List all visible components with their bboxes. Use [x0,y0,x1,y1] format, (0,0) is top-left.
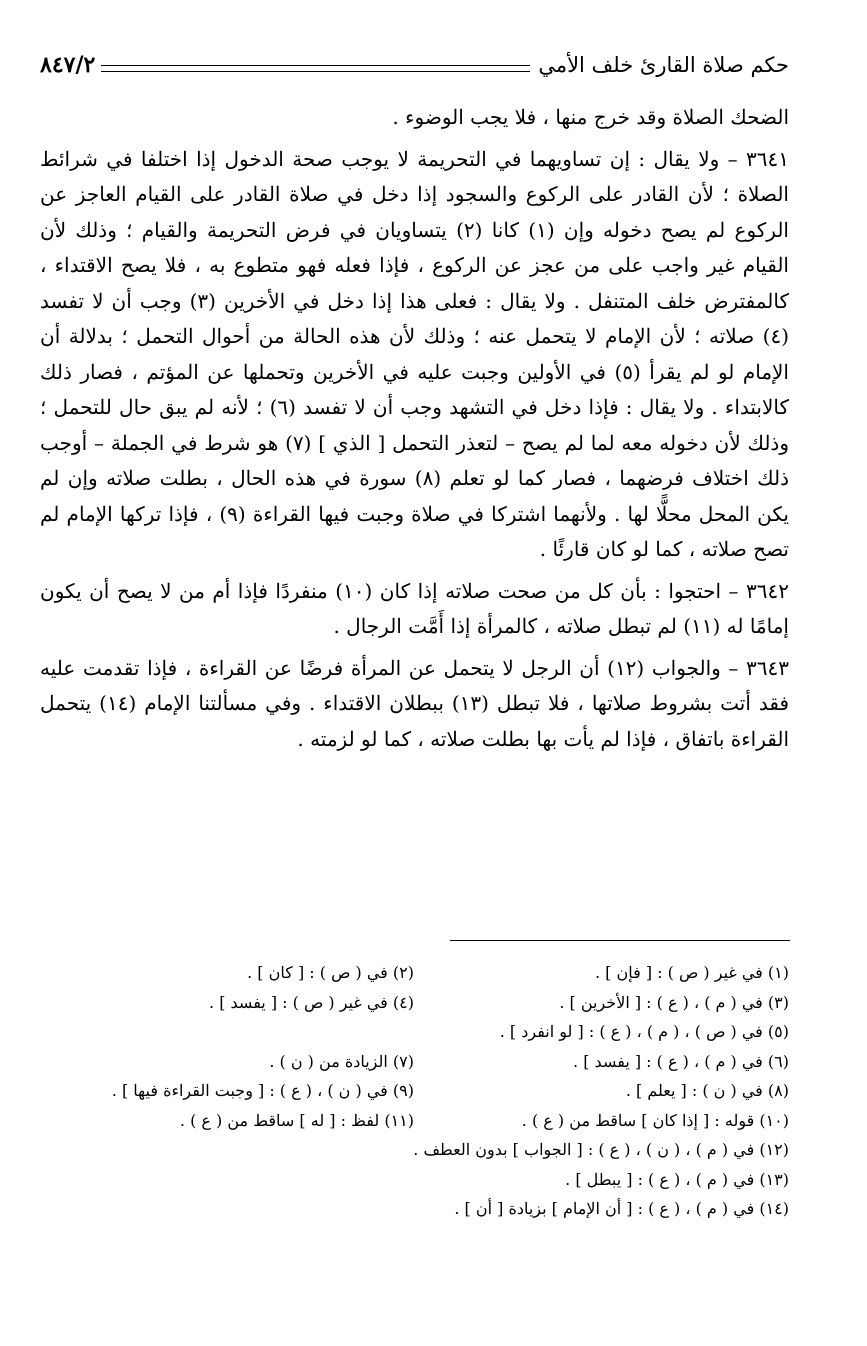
footnote-separator [450,940,790,941]
running-header [40,48,789,82]
footnote-row [40,1106,789,1136]
footnote-row [40,1017,789,1047]
footnote-14: (١٤) في ( م ) ، ( ع ) : [ أن الإمام ] بزيادة [ أن ] . [454,1199,789,1218]
footnote-row [40,1135,789,1165]
footnote-8: (٨) في ( ن ) : [ يعلم ] . [625,1081,789,1100]
footnote-3: (٣) في ( م ) ، ( ع ) : [ الأخرين ] . [559,992,789,1012]
footnote-12: (١٢) في ( م ) ، ( ن ) ، ( ع ) : [ الجواب ] بدون العطف . [413,1140,789,1159]
footnote-6: (٦) في ( م ) ، ( ع ) : [ يفسد ] . [573,1051,789,1071]
footnote-13: (١٣) في ( م ) ، ( ع ) : [ يبطل ] . [565,1169,789,1189]
footnotes [40,958,789,1224]
paragraph-3643: ٣٦٤٣ – والجواب (١٢) أن الرجل لا يتحمل عن المرأة فرضًا عن القراءة ، فإذا تقدمت عليه فقد أتت بشروط صلاتها ، فلا تبطل (١٣) ببطلان الاقتداء . وفي مسألتنا الإمام (١٤) يتحمل القراءة باتفاق ، فإذا لم يأت بها بطلت صلاته ، كما لو لزمته . [40,655,790,751]
footnote-5: (٥) في ( ص ) ، ( م ) ، ( ع ) : [ لو انفرد ] . [499,1022,789,1041]
footnote-row [40,1076,789,1106]
footnote-11: (١١) لفظ : [ له ] ساقط من ( ع ) . [179,1110,414,1130]
footnote-row [40,1165,789,1195]
footnote-7: (٧) الزيادة من ( ن ) . [269,1051,414,1071]
paragraph-continuation: الضحك الصلاة وقد خرج منها ، فلا يجب الوضوء . [392,105,789,129]
footnote-row [40,958,789,988]
page-number: ٨٤٧/٢ [40,52,96,78]
paragraph-3642: ٣٦٤٢ – احتجوا : بأن كل من صحت صلاته إذا كان (١٠) منفردًا فإذا أم من لا يصح أن يكون إمامًا له (١١) لم تبطل صلاته ، كالمرأة إذا أَمَّت الرجال . [40,578,789,638]
main-text [40,100,789,757]
footnote-9: (٩) في ( ن ) ، ( ع ) : [ وجبت القراءة فيها ] . [111,1081,414,1100]
footnote-1: (١) في غير ( ص ) : [ فإن ] . [594,963,789,982]
footnote-row [40,988,789,1018]
footnote-4: (٤) في غير ( ص ) : [ يفسد ] . [209,992,414,1012]
footnote-row [40,1047,789,1077]
footnote-2: (٢) في ( ص ) : [ كان ] . [247,963,414,982]
footnote-10: (١٠) قوله : [ إذا كان ] ساقط من ( ع ) . [521,1110,789,1130]
paragraph-3641: ٣٦٤١ – ولا يقال : إن تساويهما في التحريمة لا يوجب صحة الدخول إذا اختلفا في شرائط الصلاة ؛ لأن القادر على الركوع والسجود إذا دخل في صلاة القادر على القيام العاجز عن الركوع لم يصح دخوله وإن (١) كانا (٢) يتساويان في فرض التحريمة والقيام ؛ وذلك لأن القيام غير واجب على من عجز عن الركوع ، فإذا فعله فهو متطوع به ، فلا يصح الاقتداء ، كالمفترض خلف المتنفل . ولا يقال : فعلى هذا إذا دخل في الأخرين (٣) وجب أن لا تفسد (٤) صلاته ؛ لأن الإمام لا يتحمل عنه ؛ وذلك لأن هذه الحالة من أحوال التحمل ؛ بدلالة أن الإمام لو لم يقرأ (٥) في الأولين وجبت عليه في الأخرين وتحملها عن المؤتم ، فصار ذلك كالابتداء . ولا يقال : فإذا دخل في التشهد وجب أن لا تفسد (٦) ؛ لأنه لم يبق حال للتحمل ؛ وذلك لأن دخوله معه لما لم يصح – لتعذر التحمل [ الذي ] (٧) هو شرط في الجملة – أوجب ذلك اختلاف فرضهما ، فصار كما لو تعلم (٨) سورة في هذه الحال ، بطلت صلاته وإن لم يكن المحل محلًّا لها . ولأنهما اشتركا في صلاة وجبت فيها القراءة (٩) ، فإذا تركها الإمام لم تصح صلاته ، كما لو كان قارئًا . [40,146,790,561]
header-rule [101,65,530,72]
page-title: حكم صلاة القارئ خلف الأمي [538,53,789,77]
footnote-row [40,1194,789,1224]
